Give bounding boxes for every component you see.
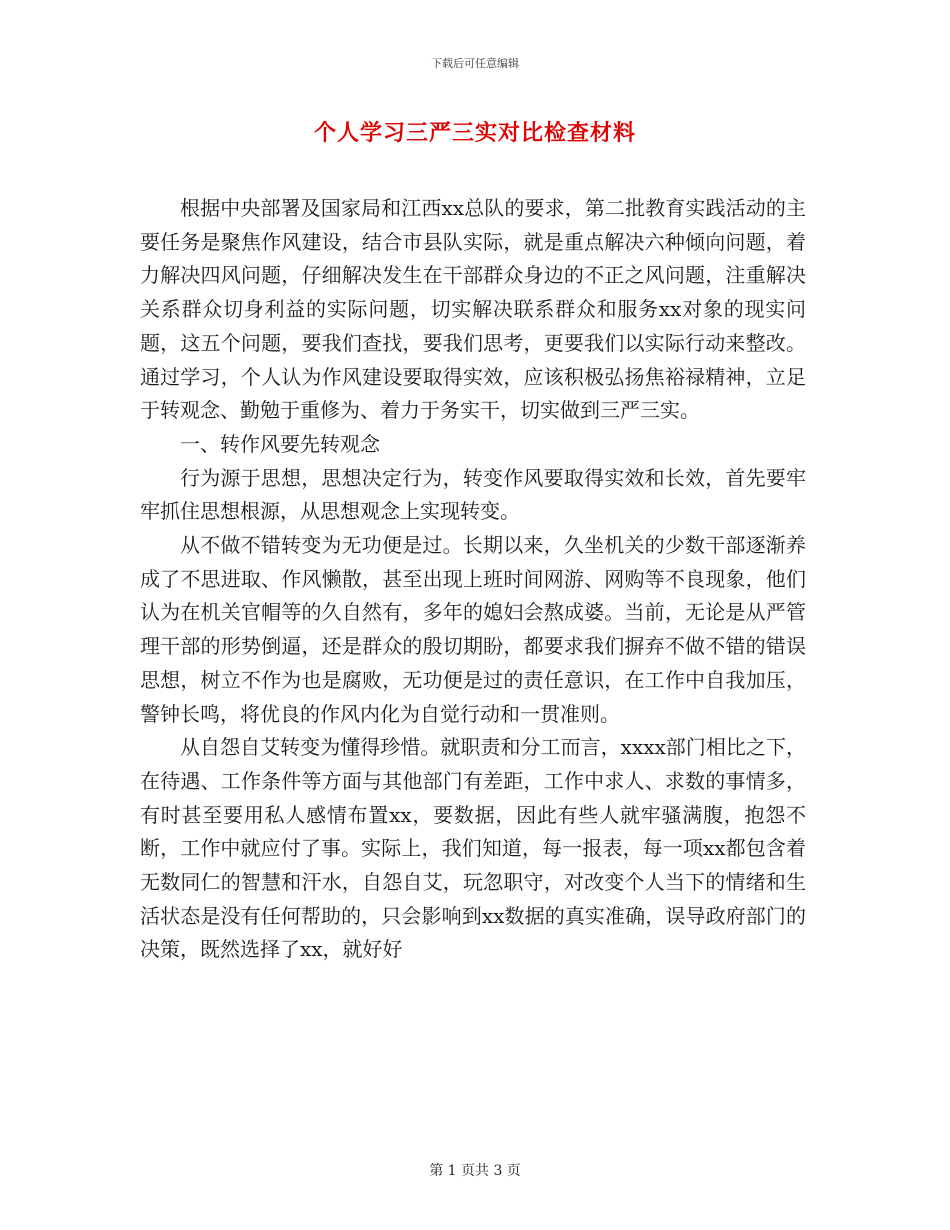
page-number: 第 1 页共 3 页 xyxy=(429,1163,521,1179)
section-heading: 一、转作风要先转观念 xyxy=(180,431,380,456)
paragraph: 行为源于思想，思想决定行为，转变作风要取得实效和长效，首先要牢牢抓住思想根源，从思想观念上实现转变。 xyxy=(140,465,806,524)
paragraph-intro: 根据中央部署及国家局和江西xx总队的要求，第二批教育实践活动的主要任务是聚焦作风建设，结合市县队实际，就是重点解决六种倾向问题，着力解决四风问题，仔细解决发生在干部群众身边的不正之风问题，注重解决关系群众切身利益的实际问题，切实解决联系群众和服务xx对象的现实问题，这五个问题，要我们查找，要我们思考，更要我们以实际行动来整改。通过学习，个人认为作风建设要取得实效，应该积极弘扬焦裕禄精神，立足于转观念、勤勉于重修为、着力于务实干，切实做到三严三实。 xyxy=(140,196,806,423)
paragraph: 从自怨自艾转变为懂得珍惜。就职责和分工而言，xxxx部门相比之下，在待遇、工作条件等方面与其他部门有差距，工作中求人、求数的事情多，有时甚至要用私人感情布置xx，要数据，因此有些人就牢骚满腹，抱怨不断，工作中就应付了事。实际上，我们知道，每一报表，每一项xx都包含着无数同仁的智慧和汗水，自怨自艾，玩忽职守，对改变个人当下的情绪和生活状态是没有任何帮助的，只会影响到xx数据的真实准确，误导政府部门的决策，既然选择了xx，就好好 xyxy=(140,735,806,962)
header-note: 下载后可任意编辑 xyxy=(431,57,519,70)
document-body xyxy=(140,192,806,967)
paragraph: 从不做不错转变为无功便是过。长期以来，久坐机关的少数干部逐渐养成了不思进取、作风懒散，甚至出现上班时间网游、网购等不良现象，他们认为在机关官帽等的久自然有，多年的媳妇会熬成婆。当前，无论是从严管理干部的形势倒逼，还是群众的殷切期盼，都要求我们摒弃不做不错的错误思想，树立不作为也是腐败，无功便是过的责任意识，在工作中自我加压，警钟长鸣，将优良的作风内化为自觉行动和一贯准则。 xyxy=(140,533,806,726)
document-title: 个人学习三严三实对比检查材料 xyxy=(313,120,636,146)
